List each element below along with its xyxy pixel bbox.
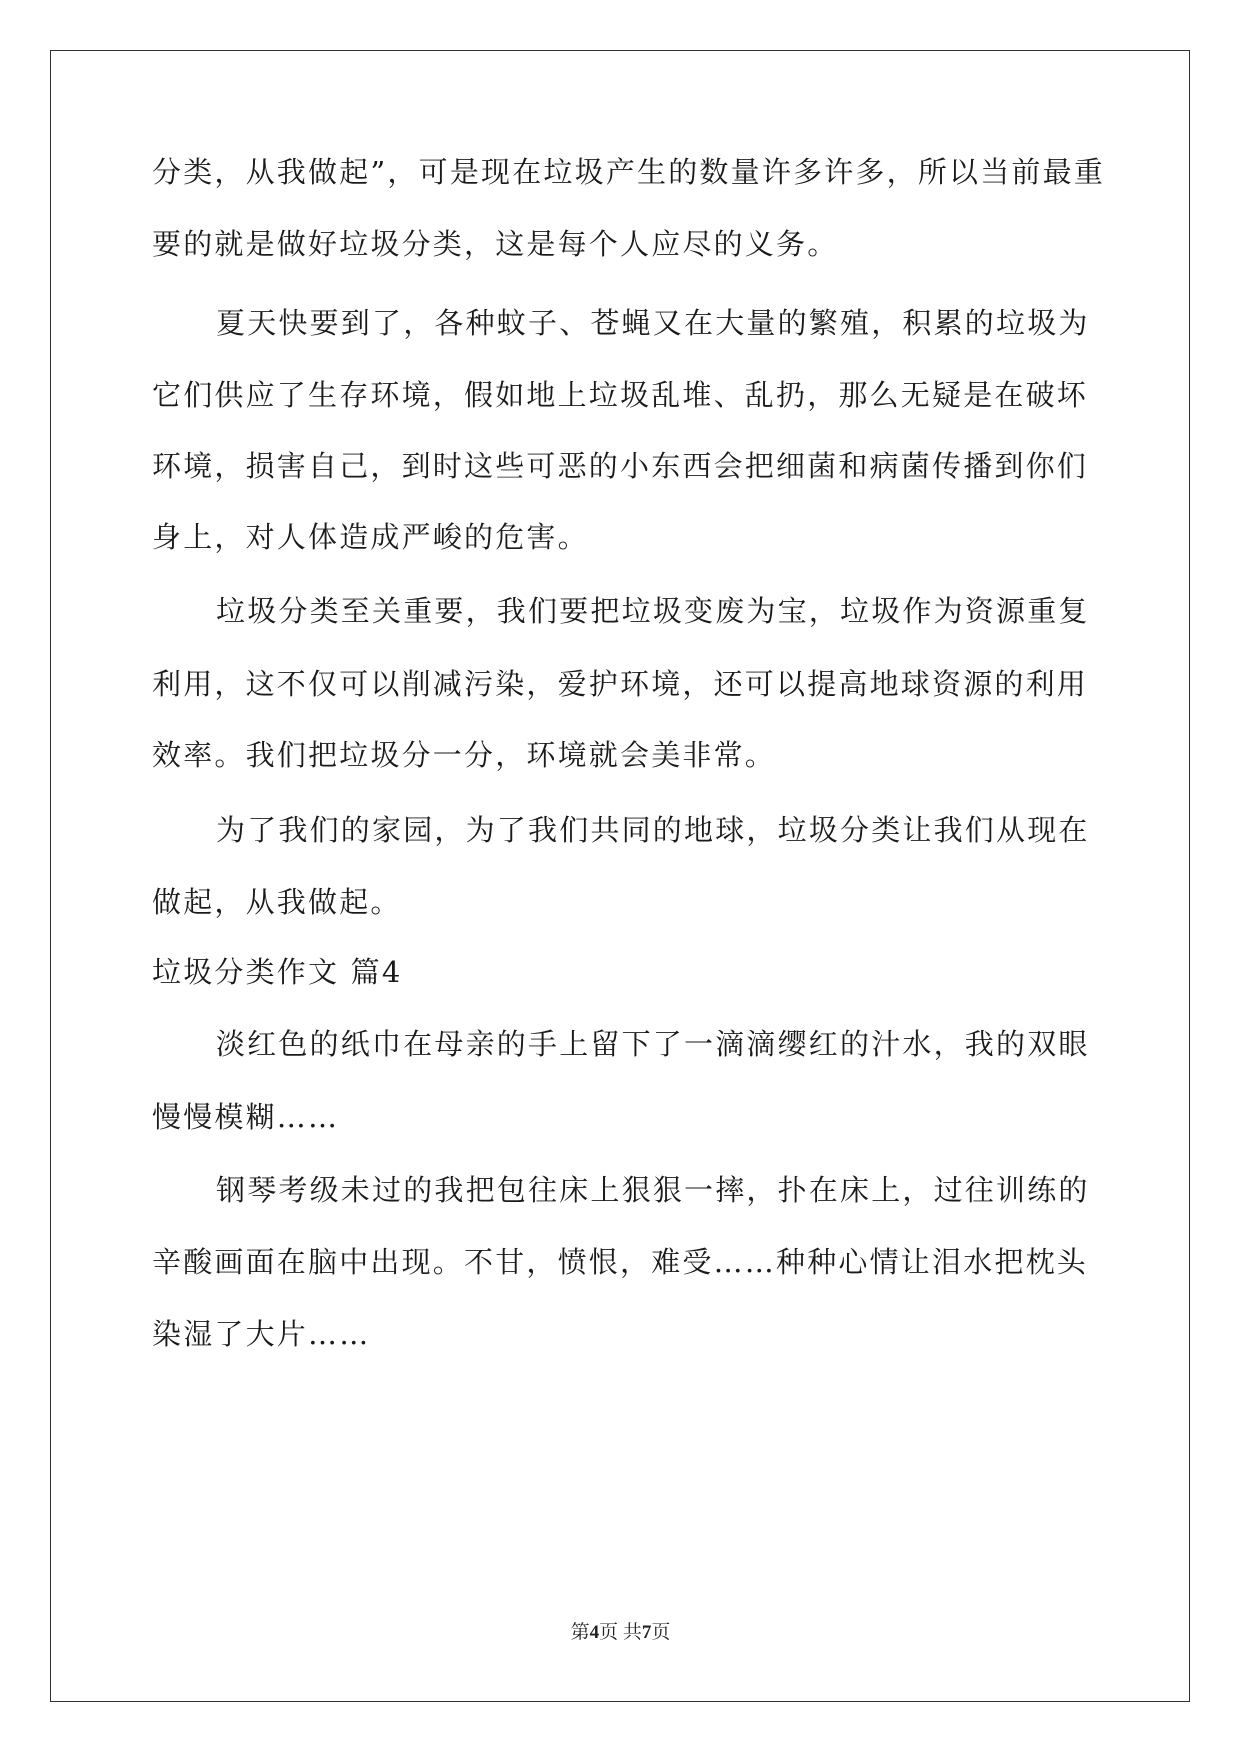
text-line: 分类，从我做起”，可是现在垃圾产生的数量许多许多，所以当前最重 (152, 155, 1106, 189)
page-frame (50, 50, 1190, 1702)
text-line: 染湿了大片…… (152, 1317, 371, 1351)
paragraph-start: 钢琴考级未过的我把包往床上狠狠一摔，扑在床上，过往训练的 (216, 1173, 1090, 1207)
text-line: 身上，对人体造成严峻的危害。 (152, 520, 589, 554)
current-page-number: 4 (589, 1622, 600, 1643)
text-line: 做起，从我做起。 (152, 885, 402, 919)
section-heading: 垃圾分类作文 篇4 (152, 955, 403, 989)
text-line: 环境，损害自己，到时这些可恶的小东西会把细菌和病菌传播到你们 (152, 449, 1089, 483)
paragraph-start: 为了我们的家园，为了我们共同的地球，垃圾分类让我们从现在 (216, 813, 1090, 847)
footer-suffix: 页 (651, 1622, 671, 1643)
text-line: 要的就是做好垃圾分类，这是每个人应尽的义务。 (152, 227, 839, 261)
page-footer (0, 1620, 1241, 1646)
paragraph-start: 垃圾分类至关重要，我们要把垃圾变废为宝，垃圾作为资源重复 (216, 594, 1090, 628)
text-line: 它们供应了生存环境，假如地上垃圾乱堆、乱扔，那么无疑是在破坏 (152, 378, 1089, 412)
paragraph-start: 夏天快要到了，各种蚊子、苍蝇又在大量的繁殖，积累的垃圾为 (216, 306, 1090, 340)
footer-prefix: 第 (570, 1622, 590, 1643)
total-page-number: 7 (641, 1622, 652, 1643)
text-line: 慢慢模糊…… (152, 1100, 340, 1134)
text-line: 辛酸画面在脑中出现。不甘，愤恨，难受……种种心情让泪水把枕头 (152, 1245, 1089, 1279)
paragraph-start: 淡红色的纸巾在母亲的手上留下了一滴滴缨红的汁水，我的双眼 (216, 1027, 1090, 1061)
footer-middle: 页 共 (599, 1622, 642, 1643)
text-line: 利用，这不仅可以削减污染，爱护环境，还可以提高地球资源的利用 (152, 667, 1089, 701)
text-line: 效率。我们把垃圾分一分，环境就会美非常。 (152, 738, 777, 772)
